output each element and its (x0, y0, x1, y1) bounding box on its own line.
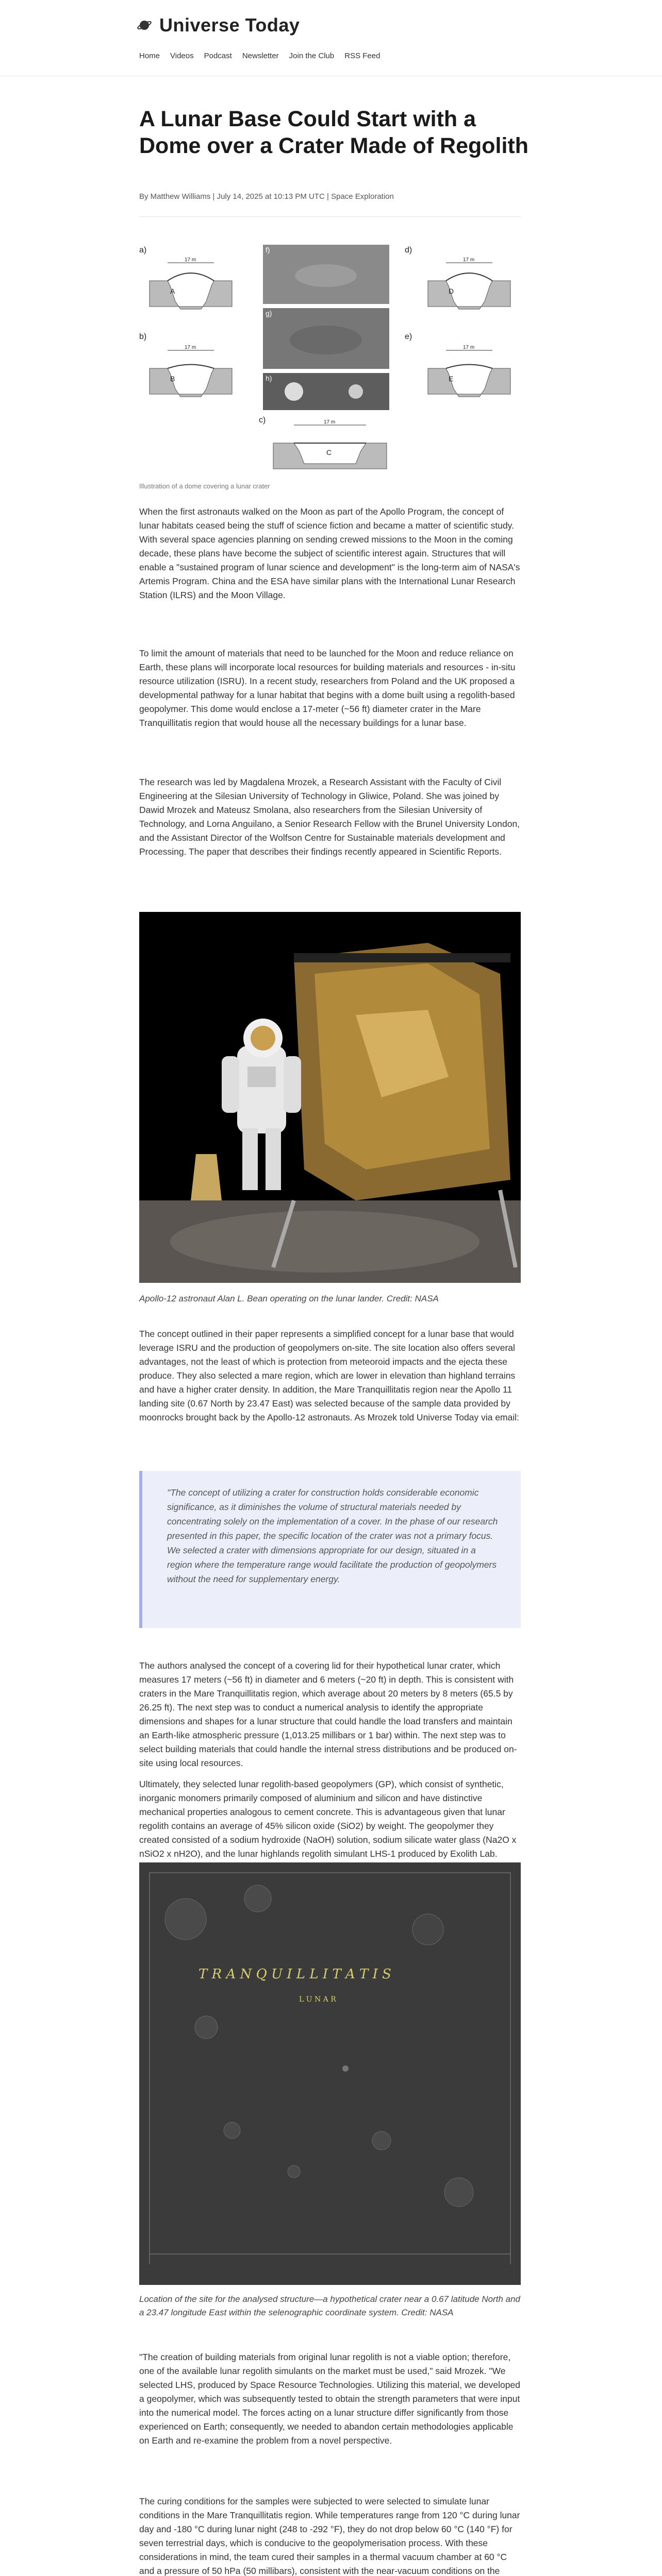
dome-diagram (139, 242, 521, 475)
diagram-dim-e: 17 m (463, 345, 475, 350)
page-title: A Lunar Base Could Start with a Dome over a Crater Made of Regolith (139, 107, 529, 158)
site-name: Universe Today (159, 14, 300, 36)
photo-caption: Apollo-12 astronaut Alan L. Bean operating on the lunar lander. Credit: NASA (139, 1294, 439, 1303)
map-caption: Location of the site for the analysed structure—a hypothetical crater near a 0.67 latitude North and a 23.47 longitude East within the selenographic coordinate system. Credit: NASA (139, 2294, 520, 2317)
paragraph-3: The research was led by Magdalena Mrozek, a Research Assistant with the Faculty of Civil Engineering at the Silesian University of Technology in Gliwice, Poland. She was joined by Dawid Mrozek and Mateusz Smolana, also researchers from the Silesian University of Technology, and Lorna Anguilano, a Senior Research Fellow with the Brunel University London, and the Assistant Director of the Wolfson Centre for Sustainable materials development and Processing. The paper that describes their findings recently appeared in Scientific Reports. (139, 777, 520, 857)
nav-newsletter[interactable]: Newsletter (242, 52, 279, 60)
site-header (0, 0, 662, 76)
diagram-dim-a: 17 m (185, 257, 196, 263)
divider (139, 216, 521, 217)
nav-podcast[interactable]: Podcast (204, 52, 232, 60)
paragraph-1: When the first astronauts walked on the Moon as part of the Apollo Program, the concept of lunar habitats ceased being the stuff of science fiction and became a matter of scientific study. With several space agencies planning on sending crewed missions to the Moon in the coming decade, these plans have become the subject of scientific interest again. Structures that will enable a "sustained program of lunar science and development" is the long-term aim of NASA's Artemis Program. China and the ESA have similar plans with the International Lunar Research Station (ILRS) and the Moon Village. (139, 506, 520, 600)
diagram-dim-d: 17 m (463, 257, 475, 263)
map-title-label: T R A N Q U I L L I T A T I S (198, 1967, 391, 1982)
diagram-letter-c: C (326, 448, 332, 456)
nav-home[interactable]: Home (139, 52, 160, 60)
site-logo[interactable] (137, 14, 300, 36)
diagram-label-b: b) (139, 332, 147, 341)
diagram-label-d: d) (405, 246, 412, 255)
diagram-letter-d: D (449, 287, 454, 295)
paragraph-7: "The creation of building materials from original lunar regolith is not a viable option; therefore, one of the available lunar regolith simulants on the market must be used," said Mrozek. "We selected LHS, produced by Space Resource Technologies. Utilizing this material, we developed a geopolymer, which was subsequently tested to obtain the strength parameters that were input into the numerical model. The forces acting on a lunar structure differ significantly from those experienced on Earth; consequently, we needed to abandon certain methodologies applicable on Earth and re-examine the problem from a novel perspective. (139, 2352, 520, 2446)
diagram-letter-e: E (449, 375, 454, 383)
dome-diagram-figure (139, 242, 521, 475)
diagram-label-a: a) (139, 246, 147, 255)
diagram-dim-b: 17 m (185, 345, 196, 350)
nav-rss[interactable]: RSS Feed (344, 52, 380, 60)
paragraph-4: The concept outlined in their paper represents a simplified concept for a lunar base that would leverage ISRU and the production of geopolymers on-site. The site location also offers several advantages, not the least of which is protection from meteoroid impacts and the ejecta these produce. They also selected a mare region, which are lower in elevation than highland terrains and have a higher crater density. In addition, the Mare Tranquillitatis region near the Apollo 11 landing site (0.67 North by 23.47 East) was selected because of the sample data provided by moonrocks brought back by the Apollo-12 astronauts. As Mrozek told Universe Today via email: (139, 1329, 519, 1422)
byline (139, 192, 394, 201)
nav-videos[interactable]: Videos (170, 52, 194, 60)
diagram-label-e: e) (405, 332, 412, 341)
byline-meta: | July 14, 2025 at 10:13 PM UTC | Space Exploration (210, 192, 394, 201)
map-sub-label: L U N A R (299, 1995, 336, 2004)
paragraph-5: The authors analysed the concept of a covering lid for their hypothetical lunar crater, which measures 17 meters (~56 ft) in diameter and 6 meters (~20 ft) in depth. This is consistent with craters in the Mare Tranquillitatis region, which average about 20 meters by 8 meters (65.5 by 26.25 ft). The next step was to conduct a numerical analysis to identify the appropriate dimensions and shapes for a lunar structure that could handle the load transfers and maintain an Earth-like atmospheric pressure (1,013.25 millibars or 1 bar) within. The next step was to select building materials that could handle the internal stress distributions and be produced on-site using local resources. (139, 1660, 517, 1768)
diagram-dim-c: 17 m (324, 419, 336, 425)
nav-join-club[interactable]: Join the Club (289, 52, 335, 60)
diagram-letter-b: B (170, 375, 175, 383)
diagram-label-f: f) (266, 246, 270, 254)
diagram-label-c: c) (259, 416, 266, 425)
apollo-12-photo (139, 912, 521, 1283)
diagram-caption: Illustration of a dome covering a lunar crater (139, 482, 270, 490)
diagram-label-g: g) (266, 309, 272, 317)
quote-block-1 (139, 1471, 521, 1628)
quote-1-text: "The concept of utilizing a crater for construction holds considerable economic significance, as it diminishes the volume of structural materials needed by concentrating solely on the implementation of a cover. In the phase of our research presented in this paper, the specific location of the crater was not a primary focus. We selected a crater with dimensions appropriate for our design, situated in a region where the temperature range would facilitate the production of geopolymers without the need for supplementary energy. (167, 1487, 498, 1584)
planet-logo-icon (137, 18, 152, 33)
main-nav (139, 52, 390, 60)
diagram-letter-a: A (170, 287, 175, 295)
paragraph-2: To limit the amount of materials that need to be launched for the Moon and reduce reliance on Earth, these plans will incorporate local resources for building materials and resources - in-situ resource utilization (ISRU). In a recent study, researchers from Poland and the UK proposed a developmental pathway for a lunar habitat that begins with a dome built using a regolith-based geopolymer. This dome would enclose a 17-meter (~56 ft) diameter crater in the Mare Tranquillitatis region that would house all the necessary buildings for a lunar base. (139, 648, 516, 728)
paragraph-8: The curing conditions for the samples were subjected to were selected to simulate lunar conditions in the Mare Tranquillitatis region. While temperatures range from 120 °C during lunar day and -180 °C during lunar night (248 to -292 °F), they do not drop below 60 °C (140 °F) for seven terrestrial days, which is conducive to the geopolymerisation process. With these considerations in mind, the team cured their samples in a thermal vacuum chamber at 60 °C and a pressure of 50 hPa (50 millibars), consistent with the near-vacuum conditions on the (139, 2496, 520, 2576)
mare-tranquillitatis-map (139, 1862, 521, 2285)
byline-author-link[interactable]: By Matthew Williams (139, 192, 211, 201)
paragraph-6: Ultimately, they selected lunar regolith-based geopolymers (GP), which consist of synthetic, inorganic monomers primarily composed of aluminium and silicon and have distinctive mechanical properties analogous to cement concrete. This is advantageous given that lunar regolith contains an average of 45% silicon oxide (SiO2) by weight. The geopolymer they created consisted of a sodium hydroxide (NaOH) solution, sodium silicate water glass (Na2O x nSiO2 x nH2O), and the lunar highlands regolith simulant LHS-1 produced by Exolith Lab. (139, 1779, 517, 1859)
diagram-label-h: h) (266, 374, 272, 382)
diagram-photo-h (263, 373, 389, 410)
